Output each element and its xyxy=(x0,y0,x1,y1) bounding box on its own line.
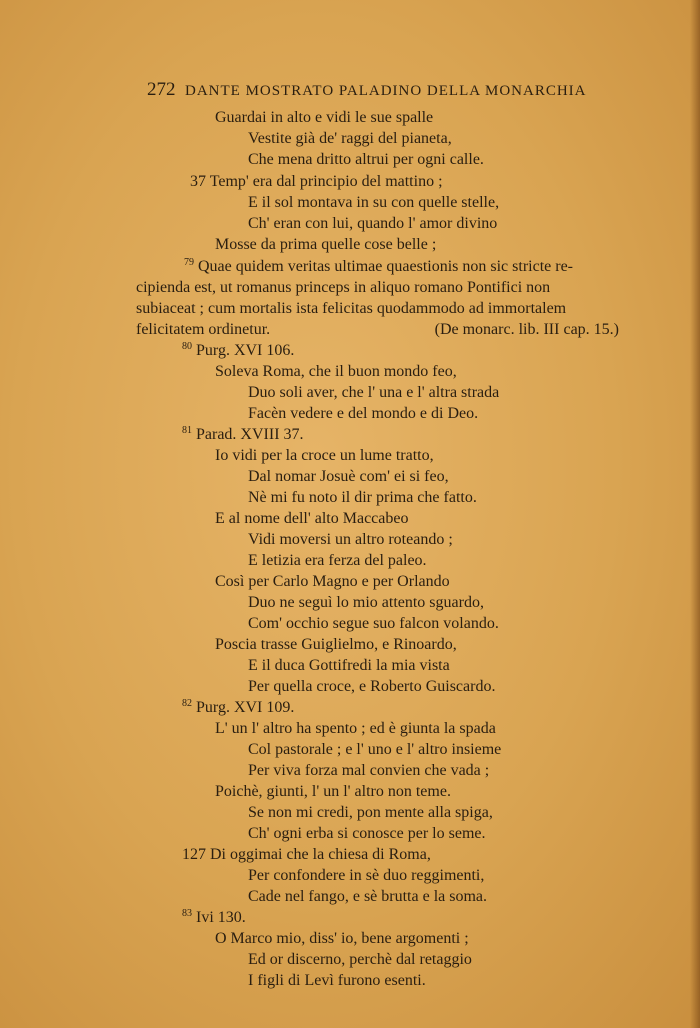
verse-line: Ch' eran con lui, quando l' amor divino xyxy=(248,215,498,232)
footnote-number: 80 xyxy=(182,341,192,352)
verse-line: 127 Di oggimai che la chiesa di Roma, xyxy=(182,846,431,863)
verse-line: Vidi moversi un altro roteando ; xyxy=(248,531,453,548)
verse-line: Nè mi fu noto il dir prima che fatto. xyxy=(248,489,477,506)
footnote-ref: $^{82}$ Purg. XVI 109. xyxy=(182,698,295,716)
prose-line: subiaceat ; cum mortalis ista felicitas quodammodo ad immortalem xyxy=(136,300,567,317)
verse-line: Per viva forza mal convien che vada ; xyxy=(248,762,490,779)
footnote-number: 82 xyxy=(182,698,192,709)
running-title: DANTE MOSTRATO PALADINO DELLA MONARCHIA xyxy=(185,83,587,99)
verse-line: L' un l' altro ha spento ; ed è giunta la spada xyxy=(215,720,496,737)
verse-line: Vestite già de' raggi del pianeta, xyxy=(248,130,452,147)
verse-line: Soleva Roma, che il buon mondo feo, xyxy=(215,363,457,380)
verse-line: Che mena dritto altrui per ogni calle. xyxy=(248,151,484,168)
verse-line: Com' occhio segue suo falcon volando. xyxy=(248,615,499,632)
verse-line: Mosse da prima quelle cose belle ; xyxy=(215,236,437,253)
citation: (De monarc. lib. III cap. 15.) xyxy=(434,321,619,338)
verse-line: Per confondere in sè duo reggimenti, xyxy=(248,867,485,884)
prose-line: felicitatem ordinetur. xyxy=(136,321,271,338)
verse-line: Cade nel fango, e sè brutta e la soma. xyxy=(248,888,488,905)
verse-line: Per quella croce, e Roberto Guiscardo. xyxy=(248,678,496,695)
verse-line: Dal nomar Josuè com' ei si feo, xyxy=(248,468,449,485)
note-79-first-line: $^{79}$ Quae quidem veritas ultimae quaestionis non sic stricte re- xyxy=(184,257,573,275)
page-edge-shadow xyxy=(690,0,700,1028)
verse-line: Duo ne seguì lo mio attento sguardo, xyxy=(248,594,484,611)
verse-line: Ch' ogni erba si conosce per lo seme. xyxy=(248,825,486,842)
verse-line: E al nome dell' alto Maccabeo xyxy=(215,510,409,527)
verse-line: Se non mi credi, pon mente alla spiga, xyxy=(248,804,493,821)
verse-line: Ed or discerno, perchè dal retaggio xyxy=(248,951,472,968)
verse-line: 37 Temp' era dal principio del mattino ; xyxy=(190,173,443,190)
verse-line: Io vidi per la croce un lume tratto, xyxy=(215,447,434,464)
footnote-ref: $^{80}$ Purg. XVI 106. xyxy=(182,341,295,359)
verse-line: I figli di Levì furono esenti. xyxy=(248,972,426,989)
footnote-ref: $^{83}$ Ivi 130. xyxy=(182,908,246,926)
page-number: 272 xyxy=(147,79,176,100)
verse-line: Guardai in alto e vidi le sue spalle xyxy=(215,109,434,126)
verse-line: Col pastorale ; e l' uno e l' altro insieme xyxy=(248,741,502,758)
verse-line: Facèn vedere e del mondo e di Deo. xyxy=(248,405,479,422)
running-header xyxy=(147,80,587,101)
verse-line: E il sol montava in su con quelle stelle, xyxy=(248,194,500,211)
prose-line: cipienda est, ut romanus princeps in aliquo romano Pontifici non xyxy=(136,279,551,296)
note-79-prose xyxy=(136,256,636,340)
footnote-number: 79 xyxy=(184,257,194,268)
footnote-ref: $^{81}$ Parad. XVIII 37. xyxy=(182,425,304,443)
verse-line: Così per Carlo Magno e per Orlando xyxy=(215,573,450,590)
verse-line: E il duca Gottifredi la mia vista xyxy=(248,657,450,674)
verse-line: Poscia trasse Guiglielmo, e Rinoardo, xyxy=(215,636,457,653)
verse-line: O Marco mio, diss' io, bene argomenti ; xyxy=(215,930,469,947)
verse-line: E letizia era ferza del paleo. xyxy=(248,552,427,569)
verse-line: Poichè, giunti, l' un l' altro non teme. xyxy=(215,783,451,800)
footnote-number: 81 xyxy=(182,425,192,436)
note-79-last-line xyxy=(136,319,619,340)
verse-line: Duo soli aver, che l' una e l' altra strada xyxy=(248,384,500,401)
footnote-number: 83 xyxy=(182,908,192,919)
